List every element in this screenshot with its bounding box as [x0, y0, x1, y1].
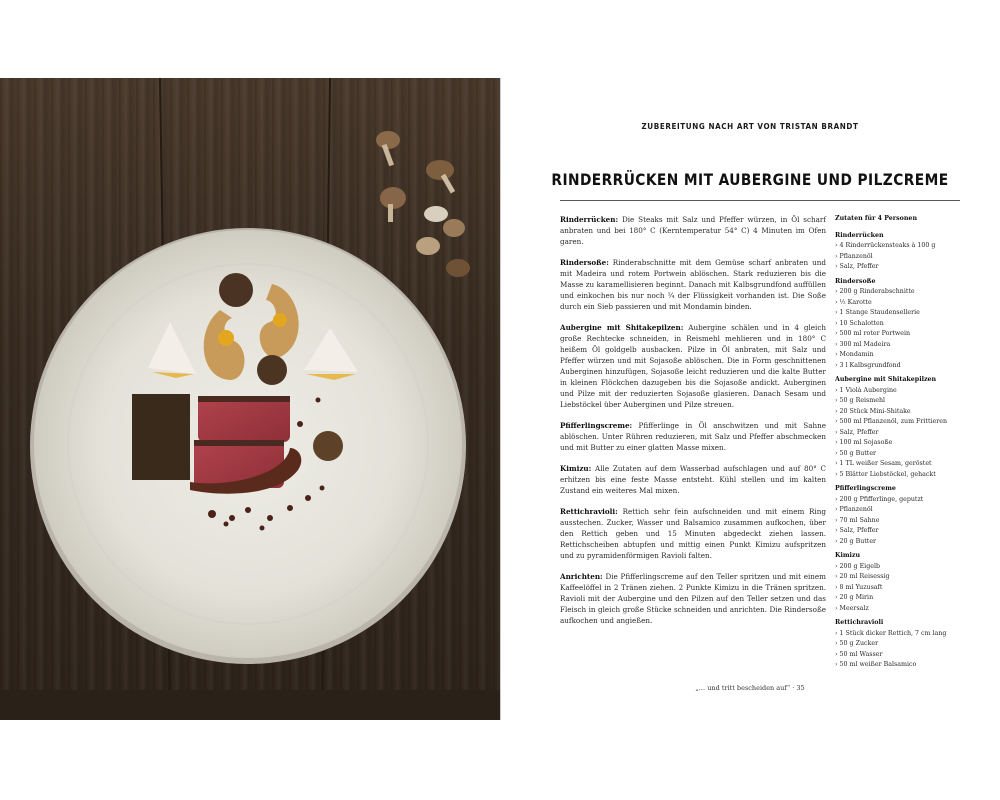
- paragraph: Kimizu: Alle Zutaten auf dem Wasserbad aufschlagen und auf 80° C erhitzen bis eine feste Masse entsteht. Kühl stellen und im kalten Zustand ein weiteres Mal mixen.: [560, 464, 826, 495]
- ingredient-item: › 500 ml roter Portwein: [835, 329, 965, 340]
- recipe-title: RINDERRÜCKEN MIT AUBERGINE UND PILZCREME: [551, 170, 949, 189]
- ingredient-list: [835, 629, 965, 671]
- ingredient-item: › 100 ml Sojasoße: [835, 438, 965, 449]
- ingredient-item: › 4 Rinderrückensteaks à 100 g: [835, 241, 965, 252]
- ingredient-item: › 1 Violà Aubergine: [835, 386, 965, 397]
- ingredient-group-title: Rettichravioli: [835, 619, 884, 626]
- paragraph: Rettichravioli: Rettich sehr fein aufschneiden und mit einem Ring ausstechen. Zucker, Wasser und Balsamico zusammen aufkochen, über den Rettich geben und 15 Minuten abgedeckt ziehen lassen. Rettichscheiben abtupfen und mittig einen Punkt Kimizu aufspritzen und zu pyramidenförmigen Ravioli falten.: [560, 507, 826, 560]
- page-kicker: ZUBEREITUNG NACH ART VON TRISTAN BRANDT: [641, 122, 859, 131]
- ingredients-sidebar: [835, 214, 965, 671]
- book-spread: [0, 78, 1000, 720]
- beef-slice: [198, 396, 290, 442]
- paragraph: Rinderrücken: Die Steaks mit Salz und Pfeffer würzen, in Öl scharf anbraten und bei 180° C (Kerntemperatur 54° C) 4 Minuten im Ofen garen.: [560, 215, 826, 246]
- ingredient-item: › 20 g Butter: [835, 537, 965, 548]
- aubergine: [132, 394, 190, 480]
- ingredient-item: › 50 ml Wasser: [835, 650, 965, 661]
- mushrooms-decor: [376, 131, 470, 277]
- ingredient-item: › 300 ml Madeira: [835, 340, 965, 351]
- ingredient-group-title: Pfifferlingscreme: [835, 485, 896, 492]
- ingredients-header: Zutaten für 4 Personen: [835, 215, 918, 222]
- ingredient-group-title: Rindersoße: [835, 277, 876, 285]
- paragraph: Pfifferlingscreme: Pfifferlinge in Öl anschwitzen und mit Sahne ablöschen. Unter Rühren reduzieren, mit Salz und Pfeffer abschmecken und mit Butter zu einer glatten Masse mixen.: [560, 421, 826, 452]
- ingredient-item: › 1 Stange Staudensellerie: [835, 308, 965, 319]
- paragraph: Rindersoße: Rinderabschnitte mit dem Gemüse scharf anbraten und mit Madeira und rotem Portwein ablöschen. Stark reduzieren bis die Masse zu karamellisieren beginnt. Danach mit Kalbsgrundfond auffüllen und einkochen bis nur noch ¼ der Flüssigkeit vorhanden ist. Die Soße durch ein Sieb passieren und mit Mondamin binden.: [560, 258, 826, 311]
- ingredient-item: › 20 g Mirin: [835, 593, 965, 604]
- ingredient-item: › Mondamin: [835, 350, 965, 361]
- page-footer: „… und tritt bescheiden auf“ · 35: [695, 684, 805, 692]
- ingredient-item: › 50 g Reismehl: [835, 396, 965, 407]
- ingredient-item: › 500 ml Pflanzenöl, zum Frittieren: [835, 417, 965, 428]
- ingredient-list: [835, 241, 965, 273]
- ingredient-list: [835, 386, 965, 481]
- ingredient-item: › 20 Stück Mini-Shitake: [835, 407, 965, 418]
- ingredient-item: › Salz, Pfeffer: [835, 262, 965, 273]
- ingredient-item: › Salz, Pfeffer: [835, 428, 965, 439]
- ingredient-item: › 50 ml weißer Balsamico: [835, 660, 965, 671]
- paragraph: Anrichten: Die Pfifferlingscreme auf den Teller spritzen und mit einem Kaffeelöffel in 2 Tränen ziehen. 2 Punkte Kimizu in die Tränen spritzen. Ravioli mit der Aubergine und den Pilzen auf den Teller setzen und das Fleisch in gleich große Stücke schneiden und anrichten. Die Rindersoße aufkochen und angießen.: [560, 572, 826, 625]
- ingredient-item: › 8 ml Yuzusaft: [835, 583, 965, 594]
- ingredient-item: › Pflanzenöl: [835, 505, 965, 516]
- ingredient-item: › 20 ml Reisessig: [835, 572, 965, 583]
- ingredient-item: › 50 g Butter: [835, 449, 965, 460]
- ingredient-group-title: Aubergine mit Shitakepilzen: [835, 376, 937, 383]
- ingredient-item: › Meersalz: [835, 604, 965, 615]
- ingredient-item: › Salz, Pfeffer: [835, 526, 965, 537]
- recipe-body: [560, 214, 826, 636]
- ingredient-item: › 200 g Rinderabschnitte: [835, 287, 965, 298]
- ingredient-list: [835, 287, 965, 371]
- ingredient-item: › 1 TL weißer Sesam, geröstet: [835, 459, 965, 470]
- ingredient-item: › 3 l Kalbsgrundfond: [835, 361, 965, 372]
- ingredient-item: › 5 Blätter Liebstöckel, gehackt: [835, 470, 965, 481]
- ingredient-item: › 200 g Eigelb: [835, 562, 965, 573]
- recipe-page: [500, 78, 1000, 720]
- ingredient-item: › Pflanzenöl: [835, 252, 965, 263]
- dish-photo: [0, 78, 500, 720]
- ingredient-group-title: Rinderrücken: [835, 231, 884, 239]
- plated-dish-image: [0, 78, 500, 720]
- ingredient-item: › ½ Karotte: [835, 298, 965, 309]
- ingredient-group-title: Kimizu: [835, 552, 861, 559]
- ingredient-item: › 200 g Pfifferlinge, geputzt: [835, 495, 965, 506]
- paragraph: Aubergine mit Shitakepilzen: Aubergine schälen und in 4 gleich große Rechtecke schneiden, in Reismehl mehlieren und in 180° C heißem Öl goldgelb ausbacken. Pilze in Öl anbraten, mit Salz und Pfeffer würzen und mit Sojasoße ablöschen. Die in Form geschnittenen Auberginen hinzufügen, Sojasoße leicht reduzieren und die kalte Butter in kleinen Flöckchen dazugeben bis die Sojasoße andickt. Auberginen und Pilze mit der reduzierten Sojasoße glasieren. Danach Sesam und Liebstöckel über Auberginen und Pilze streuen.: [560, 323, 826, 409]
- ingredient-list: [835, 495, 965, 548]
- title-rule: [560, 200, 960, 201]
- ingredient-item: › 50 g Zucker: [835, 639, 965, 650]
- ingredient-item: › 70 ml Sahne: [835, 516, 965, 527]
- ingredient-item: › 10 Schalotten: [835, 319, 965, 330]
- ingredient-item: › 1 Stück dicker Rettich, 7 cm lang: [835, 629, 965, 640]
- ingredient-list: [835, 562, 965, 615]
